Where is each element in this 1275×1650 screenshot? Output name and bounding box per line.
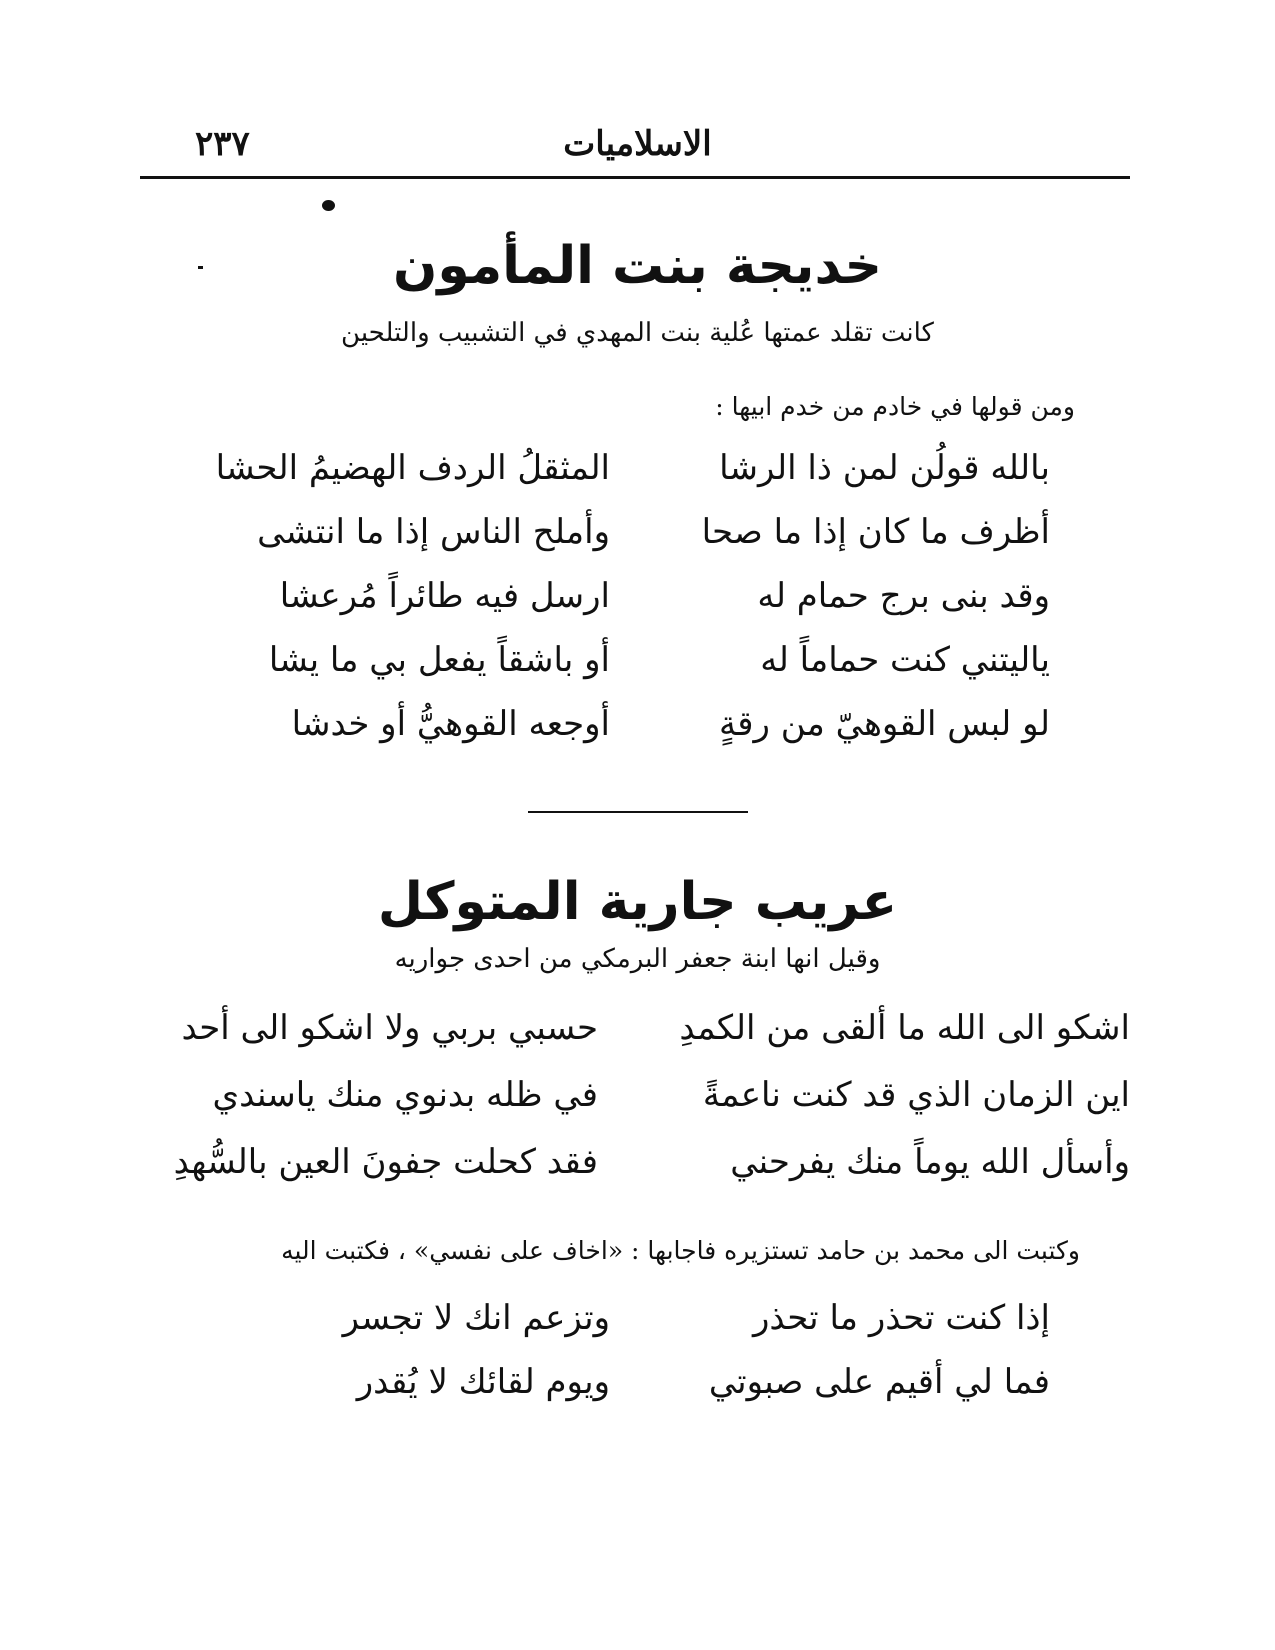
header-rule (140, 176, 1130, 179)
verse-hemistich-left: ارسل فيه طائراً مُرعشا (279, 576, 610, 616)
verse-hemistich-right: لو لبس القوهيّ من رقةٍ (719, 704, 1050, 744)
page-number: ٢٣٧ (195, 124, 250, 164)
section-title-khadija: خديجة بنت المأمون (393, 236, 882, 296)
verse-hemistich-right: وأسأل الله يوماً منك يفرحني (730, 1142, 1130, 1182)
verse-hemistich-left: المثقلُ الردف الهضيمُ الحشا (215, 448, 610, 488)
ink-dot (322, 200, 335, 211)
verse-hemistich-right: ياليتني كنت حماماً له (760, 640, 1050, 680)
verse-hemistich-left: فقد كحلت جفونَ العين بالسُّهدِ (173, 1142, 598, 1182)
verse-hemistich-left: في ظله بدنوي منك ياسندي (212, 1075, 598, 1115)
verse-hemistich-right: إذا كنت تحذر ما تحذر (752, 1298, 1050, 1338)
section-subtitle-arib: وقيل انها ابنة جعفر البرمكي من احدى جواريه (394, 944, 881, 974)
section-intro-khadija: ومن قولها في خادم من خدم ابيها : (715, 392, 1075, 421)
verse-hemistich-left: ويوم لقائك لا يُقدر (356, 1362, 610, 1402)
verse-hemistich-left: وأملح الناس إذا ما انتشى (257, 512, 610, 552)
verse-hemistich-right: وقد بنى برج حمام له (757, 576, 1050, 616)
section-subtitle-khadija: كانت تقلد عمتها عُلية بنت المهدي في التشبيب والتلحين (341, 318, 934, 348)
verse-hemistich-right: فما لي أقيم على صبوتي (708, 1362, 1050, 1402)
section-divider (528, 811, 748, 813)
section-title-arib: عريب جارية المتوكل (377, 872, 898, 932)
verse-hemistich-left: وتزعم انك لا تجسر (342, 1298, 610, 1338)
verse-hemistich-right: اين الزمان الذي قد كنت ناعمةً (702, 1075, 1130, 1115)
running-header-title: الاسلاميات (563, 124, 712, 164)
section-intro-arib: وكتبت الى محمد بن حامد تستزيره فاجابها : «اخاف على نفسي» ، فكتبت اليه (281, 1236, 1080, 1265)
verse-hemistich-right: أظرف ما كان إذا ما صحا (701, 512, 1050, 552)
verse-hemistich-left: أوجعه القوهيُّ أو خدشا (291, 704, 610, 744)
verse-hemistich-right: اشكو الى الله ما ألقى من الكمدِ (679, 1008, 1130, 1048)
verse-hemistich-right: بالله قولُن لمن ذا الرشا (719, 448, 1050, 488)
verse-hemistich-left: حسبي بربي ولا اشكو الى أحد (181, 1008, 598, 1048)
verse-hemistich-left: أو باشقاً يفعل بي ما يشا (268, 640, 610, 680)
